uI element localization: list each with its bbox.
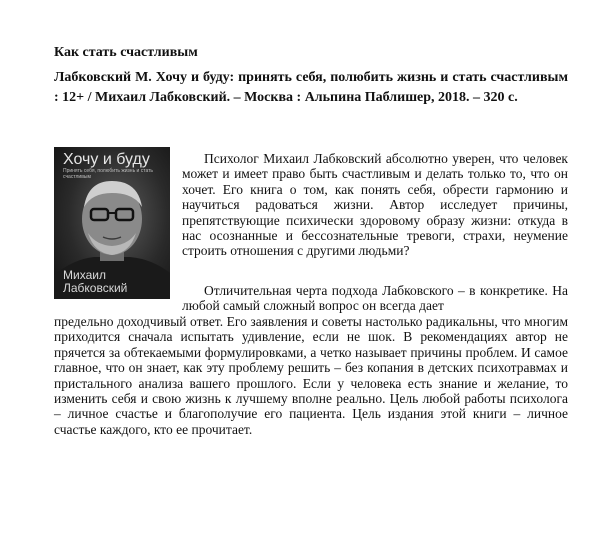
cover-subtitle: Принять себя, полюбить жизнь и стать счастливым <box>63 168 154 180</box>
book-cover-image <box>54 147 170 299</box>
annotation-paragraph-2-rest: предельно доходчивый ответ. Его заявления и советы настолько радикальны, что многим приходится сначала испытать удивление, если не шок. В рекомендациях автор не прячется за обтекаемыми формулировками, а четко называет причины проблем. И самое главное, что он знает, как эту проблему решить – без копания в детских психотравмах и пристального анализа вашего прошлого. Если у человека есть знание и желание, то изменить себя и свою жизнь к лучшему вполне реально. Цель любой работы психолога – личное счастье и благополучие его пациента. Цель издания этой книги – личное счастье каждого, кто ее прочитает. <box>54 314 568 437</box>
cover-author-last: Лабковский <box>63 281 128 295</box>
section-heading: Как стать счастливым <box>54 45 198 60</box>
cover-author-first: Михаил <box>63 268 106 282</box>
cover-author <box>63 269 127 295</box>
bibliographic-citation: Лабковский М. Хочу и буду: принять себя, полюбить жизнь и стать счастливым : 12+ / Михаил Лабковский. – Москва : Альпина Паблишер, 2018. – 320 с. <box>54 70 568 105</box>
annotation-paragraph-2-start: Отличительная черта подхода Лабковского – в конкретике. На любой самый сложный вопрос он всегда дает <box>182 283 568 314</box>
annotation-paragraph-1: Психолог Михаил Лабковский абсолютно уверен, что человек может и имеет право быть счастливым и делать только то, что он хочет. Его книга о том, как понять себя, обрести гармонию и научиться радоваться жизни. Автор исследует причины, препятствующие психически здоровому образу жизни: откуда в нас осознанные и бессознательные тревоги, страхи, неумение строить отношения с другими людьми? <box>182 151 568 259</box>
cover-title: Хочу и буду <box>63 151 150 168</box>
